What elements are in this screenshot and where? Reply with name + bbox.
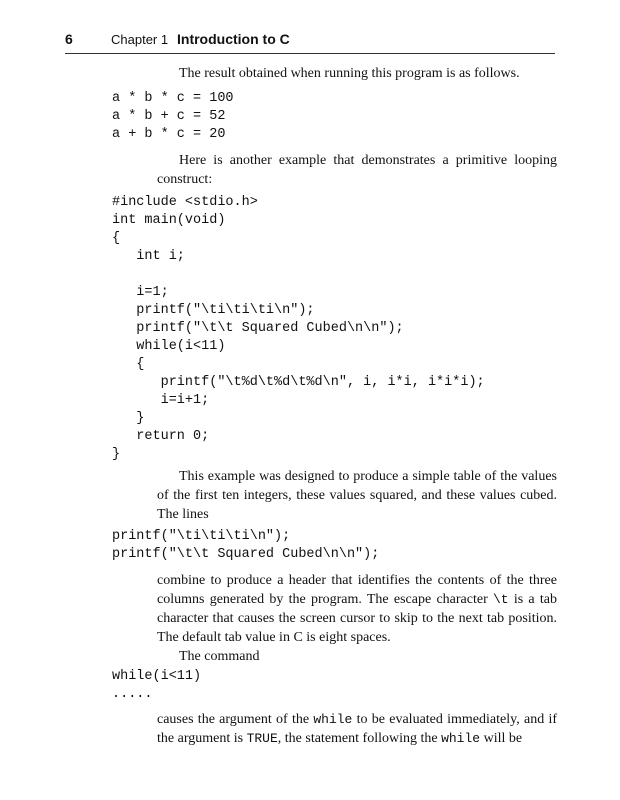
while-snippet-code: while(i<11) ..... bbox=[112, 669, 202, 702]
header-explanation-start: combine to produce a header that identifies the contents of the three columns generated by the program. The escape character bbox=[157, 573, 557, 607]
page-number: 6 bbox=[65, 31, 73, 47]
escape-character-code: \t bbox=[492, 592, 509, 607]
result-intro-text: The result obtained when running this program is as follows. bbox=[179, 66, 520, 81]
header-explanation-paragraph bbox=[157, 571, 557, 666]
loop-intro-paragraph bbox=[157, 151, 557, 189]
header-explanation-text bbox=[157, 571, 557, 647]
while-keyword-code-2: while bbox=[441, 731, 481, 746]
while-explanation-part4: will be bbox=[480, 731, 523, 746]
header-explanation-end: is a tab character that causes the screen cursor to skip to the next tab position. The default tab value in C is eight spaces. bbox=[157, 592, 557, 645]
printf-lines-code: printf("\ti\ti\ti\n"); printf("\t\t Squared Cubed\n\n"); bbox=[112, 529, 380, 562]
the-command-text: The command bbox=[179, 649, 260, 664]
running-header bbox=[65, 31, 555, 54]
loop-program-code: #include <stdio.h> int main(void) { int i; i=1; printf("\ti\ti\ti\n"); printf("\t\t Squared Cubed\n\n"); while(i<11) { printf("\t%d\t%d\t%d\n", i, i*i, i*i*i); i=i+1; } return 0; } bbox=[112, 195, 485, 462]
chapter-label: Chapter 1 bbox=[111, 32, 169, 47]
table-explanation-paragraph bbox=[157, 467, 557, 524]
program-output-block: a * b * c = 100 a * b + c = 52 a + b * c = 20 bbox=[112, 91, 234, 142]
loop-intro-text: Here is another example that demonstrates a primitive looping construct: bbox=[157, 153, 557, 187]
while-explanation-part1: causes the argument of the bbox=[157, 712, 314, 727]
while-keyword-code: while bbox=[313, 712, 353, 727]
true-keyword-code: TRUE bbox=[246, 731, 278, 746]
while-explanation-part2: to be evaluated immediately, and if the argument is bbox=[157, 712, 558, 746]
table-explanation-text: This example was designed to produce a simple table of the values of the first ten integers, these values squared, and these values cubed. The lines bbox=[157, 469, 557, 522]
while-explanation-paragraph bbox=[157, 710, 557, 748]
while-explanation-text bbox=[157, 710, 557, 748]
chapter-title: Introduction to C bbox=[177, 31, 290, 47]
result-intro-paragraph bbox=[157, 64, 557, 83]
while-explanation-part3: , the statement following the bbox=[277, 731, 442, 746]
